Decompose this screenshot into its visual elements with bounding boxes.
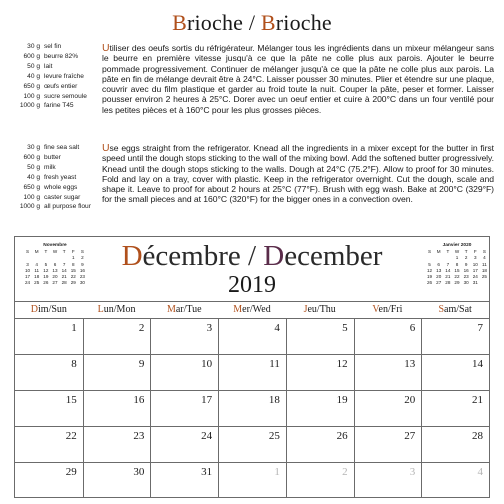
ingredient-quantity: 40 g	[27, 72, 40, 80]
mini-weekday-label: W	[52, 249, 58, 255]
mini-day-number: 25	[481, 274, 487, 280]
mini-day-number: 13	[436, 267, 442, 273]
day-number: 5	[342, 322, 348, 334]
mini-calendar-grid	[425, 249, 489, 286]
day-number: 26	[336, 430, 348, 442]
calendar-grid	[15, 301, 489, 497]
mini-day-number: 19	[427, 274, 433, 280]
mini-day-number: 22	[70, 274, 76, 280]
day-cell[interactable]	[15, 354, 83, 390]
recipe-title-fr-rest: rioche	[186, 10, 244, 35]
day-number: 16	[133, 394, 145, 406]
mini-day-number: 13	[52, 267, 58, 273]
ingredient-quantity: 600 g	[23, 52, 40, 60]
mini-day-number: 15	[454, 267, 460, 273]
mini-day-number: 11	[34, 267, 40, 273]
ingredient-quantity: 650 g	[23, 183, 40, 191]
mini-day-number: 9	[464, 261, 468, 267]
mini-day-number: 1	[71, 255, 75, 261]
mini-day-number: 21	[445, 274, 451, 280]
day-number: 4	[274, 322, 280, 334]
mini-day-number: 25	[34, 280, 40, 286]
day-cell[interactable]	[218, 426, 286, 462]
ingredient-row	[4, 193, 102, 203]
mini-day-number: 27	[436, 280, 442, 286]
mini-day-number: 3	[26, 261, 29, 267]
calendar	[14, 236, 490, 498]
weekday-header-row	[15, 301, 489, 318]
day-number: 3	[206, 322, 213, 334]
mini-day-number: 26	[427, 280, 433, 286]
day-cell[interactable]	[15, 426, 83, 462]
mini-weekday-label: T	[62, 249, 66, 255]
day-number: 1	[274, 466, 280, 478]
mini-day-number: 31	[472, 280, 478, 286]
ingredient-quantity: 600 g	[23, 153, 40, 161]
day-cell[interactable]	[286, 462, 354, 498]
day-cell[interactable]	[150, 426, 218, 462]
day-cell[interactable]	[15, 318, 83, 354]
ingredient-row	[4, 183, 102, 193]
mini-day-number: 8	[71, 261, 75, 267]
ingredient-quantity: 50 g	[27, 163, 40, 171]
mini-day-number: 2	[464, 255, 468, 261]
weekday-label	[354, 302, 422, 318]
day-number: 15	[65, 394, 77, 406]
mini-day-number: 23	[463, 274, 469, 280]
week-row	[15, 426, 489, 462]
day-number: 10	[201, 358, 213, 370]
day-cell[interactable]	[83, 390, 151, 426]
day-cell[interactable]	[286, 426, 354, 462]
day-number: 13	[404, 358, 416, 370]
ingredient-name: sel fin	[44, 43, 62, 50]
mini-weekday-label: S	[482, 249, 486, 255]
day-cell[interactable]	[286, 318, 354, 354]
day-cell[interactable]	[218, 390, 286, 426]
weekday-initial: D	[30, 304, 39, 315]
mini-day-number: 21	[61, 274, 67, 280]
ingredient-name: farine T45	[44, 102, 74, 110]
ingredient-name: lait	[44, 62, 53, 70]
day-number: 6	[409, 322, 416, 334]
day-number: 25	[268, 430, 280, 442]
day-number: 7	[477, 322, 483, 334]
method-en-initial: U	[102, 142, 110, 154]
day-number: 11	[269, 358, 280, 370]
day-number: 27	[404, 430, 416, 442]
day-number: 20	[404, 394, 416, 406]
weekday-rest: eu/Thu	[307, 304, 336, 315]
day-cell[interactable]	[421, 318, 489, 354]
mini-weekday-label: S	[26, 249, 30, 255]
month-title-fr-initial: D	[121, 240, 143, 272]
ingredient-quantity: 100 g	[23, 193, 40, 201]
mini-day-number: 24	[472, 274, 478, 280]
ingredients-list-fr	[4, 42, 102, 111]
mini-day-number: 14	[445, 267, 451, 273]
weekday-label	[15, 302, 83, 318]
mini-day-number: 6	[437, 261, 440, 267]
mini-day-number: 6	[53, 261, 57, 267]
mini-day-number: 5	[428, 261, 431, 267]
weekday-initial: J	[303, 304, 308, 315]
mini-day-number: 10	[472, 261, 478, 267]
ingredient-row	[4, 92, 102, 102]
day-number: 21	[472, 394, 483, 406]
ingredient-name: whole eggs	[44, 183, 78, 191]
weekday-rest: im/Sun	[38, 304, 67, 315]
ingredient-name: œufs entier	[44, 82, 78, 90]
weekday-rest: ar/Tue	[175, 304, 202, 315]
mini-day-number: 18	[481, 267, 487, 273]
mini-day-number: 1	[455, 255, 459, 261]
mini-day-number: 28	[445, 280, 451, 286]
weekday-rest: er/Wed	[242, 304, 271, 315]
method-en-body: se eggs straight from the refrigerator. Knead all the ingredients in a mixer except for the butter in first speed until the dough stops sticking to the wall of the mixing bowl. Add the softened butter progressively. Knead until the dough stops sticking to the walls. Dough at 24°C (75.2°F). Allow to proof for 30 minutes. Fold and lay on a tray, cover with plastic. Keep in the refrigerator overnight. Cut the dough, scale and shape it. Leave to proof for about 2 hours at 25°C (77°F). Brush with egg wash. Bake at 200°C (329°F) for the small pieces and at 160°C (320°F) for the bigger ones in a convection oven.	[102, 143, 494, 205]
mini-day-number: 16	[463, 267, 469, 273]
calendar-weeks	[15, 318, 489, 498]
mini-calendar-next-month	[425, 243, 489, 286]
mini-day-number: 9	[81, 261, 84, 267]
day-cell[interactable]	[286, 390, 354, 426]
mini-weekday-label: T	[464, 249, 468, 255]
day-number: 29	[65, 466, 77, 478]
day-number: 19	[336, 394, 348, 406]
day-number: 23	[133, 430, 145, 442]
recipe-title-en-initial: B	[260, 10, 276, 35]
day-cell[interactable]	[421, 426, 489, 462]
ingredient-name: levure fraîche	[44, 72, 84, 80]
mini-day-number: 27	[52, 280, 58, 286]
day-number: 1	[71, 322, 77, 334]
day-number: 14	[472, 358, 483, 370]
day-cell[interactable]	[354, 390, 422, 426]
recipe-title-separator: /	[243, 10, 261, 35]
ingredient-name: sucre semoule	[44, 92, 87, 100]
mini-day-number: 11	[482, 261, 487, 267]
mini-weekday-label: S	[428, 249, 432, 255]
ingredient-name: butter	[44, 153, 61, 161]
mini-day-number: 12	[43, 267, 49, 273]
mini-day-number: 2	[81, 255, 84, 261]
ingredient-quantity: 1000 g	[19, 102, 40, 110]
day-number: 31	[201, 466, 213, 478]
weekday-label	[421, 302, 489, 318]
ingredient-name: all purpose flour	[44, 203, 91, 211]
ingredient-row	[4, 163, 102, 173]
day-number: 28	[472, 430, 483, 442]
day-number: 24	[201, 430, 213, 442]
mini-day-number: 14	[61, 267, 67, 273]
mini-day-number: 23	[79, 274, 85, 280]
ingredient-quantity: 40 g	[27, 173, 40, 181]
weekday-initial: L	[97, 304, 104, 315]
ingredient-row	[4, 101, 102, 111]
mini-day-number: 18	[34, 274, 40, 280]
day-cell[interactable]	[83, 426, 151, 462]
day-number: 30	[133, 466, 145, 478]
mini-day-number: 30	[463, 280, 469, 286]
ingredient-quantity: 50 g	[27, 62, 40, 70]
mini-day-number: 22	[454, 274, 460, 280]
ingredient-row	[4, 52, 102, 62]
mini-day-number: 17	[25, 274, 31, 280]
mini-day-number: 17	[472, 267, 478, 273]
ingredient-name: caster sugar	[44, 193, 81, 201]
day-cell[interactable]	[15, 390, 83, 426]
ingredients-list-en	[4, 143, 102, 212]
weekday-label	[286, 302, 354, 318]
month-title-separator: /	[240, 240, 264, 272]
day-cell[interactable]	[354, 318, 422, 354]
mini-day-number: 20	[436, 274, 442, 280]
mini-weekday-label: T	[44, 249, 48, 255]
mini-day-number: 29	[454, 280, 460, 286]
mini-day-number: 4	[35, 261, 38, 267]
ingredient-row	[4, 173, 102, 183]
day-cell[interactable]	[218, 318, 286, 354]
ingredient-name: fresh yeast	[44, 173, 77, 181]
day-cell[interactable]	[218, 354, 286, 390]
ingredient-quantity: 1000 g	[19, 203, 40, 211]
weekday-label	[218, 302, 286, 318]
recipe-title-fr-initial: B	[172, 10, 187, 35]
mini-day-number: 12	[427, 267, 433, 273]
day-number: 9	[138, 358, 145, 370]
mini-day-number: 7	[446, 261, 450, 267]
ingredient-quantity: 30 g	[27, 43, 40, 50]
ingredient-row	[4, 82, 102, 92]
ingredient-quantity: 650 g	[23, 82, 40, 90]
day-number: 12	[336, 358, 348, 370]
day-number: 2	[138, 322, 145, 334]
day-cell[interactable]	[421, 390, 489, 426]
day-number: 3	[409, 466, 416, 478]
month-title-en-initial: D	[263, 240, 285, 272]
method-fr-body: tiliser des oeufs sortis du réfrigérateur. Mélanger tous les ingrédients dans un mixeur mélangeur sans le beurre en première vitesse jusqu'à ce que la pâte ne colle plus aux parois. Ajouter le beurre pommade progressivement. Continuer de mélanger jusqu'à ce que la pâte ne colle plus aux parois. La pâte en fin de mélange devrait être à 24°C. Laisser pousser 30 minutes. Plier et étendre sur une plaque, couvrir avec du film plastique et garder au froid toute la nuit. Couper la pâte, peser et former. Laisser pousser environ 2 heures à 25°C. Dorer avec un oeuf entier et cuire à 200°C dans un four ventilé pour les petites pièces et à 160°C pour les plus grosses pièces.	[102, 43, 494, 115]
mini-weekday-label: F	[473, 249, 477, 255]
mini-day-number: 5	[44, 261, 48, 267]
day-number: 8	[71, 358, 77, 370]
day-cell[interactable]	[83, 354, 151, 390]
mini-day-number: 7	[62, 261, 66, 267]
day-number: 22	[65, 430, 77, 442]
mini-calendar-title: Janvier 2020	[442, 243, 472, 248]
day-cell[interactable]	[421, 354, 489, 390]
ingredient-row	[4, 202, 102, 212]
day-cell[interactable]	[150, 354, 218, 390]
weekday-rest: en/Fri	[378, 304, 403, 315]
ingredient-name: milk	[44, 163, 56, 171]
week-row	[15, 354, 489, 390]
ingredient-row	[4, 153, 102, 163]
month-title-fr-rest: écembre	[142, 240, 241, 272]
ingredient-row	[4, 72, 102, 82]
day-number: 18	[268, 394, 280, 406]
mini-weekday-label: W	[454, 249, 460, 255]
mini-day-number: 3	[473, 255, 477, 261]
weekday-rest: un/Mon	[103, 304, 136, 315]
day-cell[interactable]	[354, 354, 422, 390]
weekday-initial: S	[438, 304, 445, 315]
ingredient-quantity: 30 g	[27, 144, 40, 151]
day-cell[interactable]	[150, 390, 218, 426]
mini-day-number: 4	[483, 255, 486, 261]
calendar-header	[15, 237, 489, 301]
mini-day-number: 28	[61, 280, 67, 286]
mini-weekday-label: M	[436, 249, 441, 255]
weekday-initial: M	[233, 304, 243, 315]
ingredient-name: fine sea salt	[44, 144, 80, 151]
week-row	[15, 462, 489, 498]
day-cell[interactable]	[83, 318, 151, 354]
day-number: 17	[201, 394, 213, 406]
mini-day-number: 24	[25, 280, 31, 286]
weekday-rest: am/Sat	[444, 304, 472, 315]
mini-day-number: 29	[70, 280, 76, 286]
mini-day-number: 15	[70, 267, 76, 273]
method-text-fr	[102, 43, 494, 115]
method-fr-initial: U	[102, 42, 110, 54]
month-title-en-rest: ecember	[284, 240, 383, 272]
mini-calendar-title: Novembre	[43, 243, 67, 248]
weekday-initial: V	[372, 304, 379, 315]
week-row	[15, 390, 489, 426]
ingredient-quantity: 100 g	[23, 92, 40, 100]
weekday-initial: M	[166, 304, 176, 315]
method-text-en	[102, 143, 494, 205]
week-row	[15, 318, 489, 354]
recipe-title-en-rest: rioche	[275, 10, 332, 35]
ingredient-row	[4, 42, 102, 52]
month-title	[15, 239, 489, 273]
mini-weekday-label: F	[71, 249, 75, 255]
mini-day-number: 19	[43, 274, 49, 280]
day-cell[interactable]	[354, 462, 422, 498]
year-label: 2019	[228, 272, 276, 298]
mini-day-number: 16	[79, 267, 85, 273]
day-cell[interactable]	[218, 462, 286, 498]
mini-day-number: 10	[25, 267, 31, 273]
day-cell[interactable]	[83, 462, 151, 498]
ingredient-name: beurre 82%	[44, 52, 79, 60]
day-number: 4	[477, 466, 483, 478]
ingredient-row	[4, 143, 102, 153]
mini-weekday-label: T	[446, 249, 450, 255]
day-cell[interactable]	[150, 462, 218, 498]
mini-day-number: 26	[43, 280, 49, 286]
day-cell[interactable]	[15, 462, 83, 498]
weekday-label	[150, 302, 218, 318]
ingredient-row	[4, 62, 102, 72]
mini-day-number: 30	[79, 280, 85, 286]
day-cell[interactable]	[354, 426, 422, 462]
day-cell[interactable]	[150, 318, 218, 354]
day-number: 2	[342, 466, 348, 478]
day-cell[interactable]	[286, 354, 354, 390]
mini-day-number: 20	[52, 274, 58, 280]
mini-weekday-label: S	[80, 249, 84, 255]
weekday-label	[83, 302, 151, 318]
mini-day-number: 8	[455, 261, 459, 267]
recipe-title	[0, 8, 504, 38]
day-cell[interactable]	[421, 462, 489, 498]
mini-weekday-label: M	[34, 249, 39, 255]
